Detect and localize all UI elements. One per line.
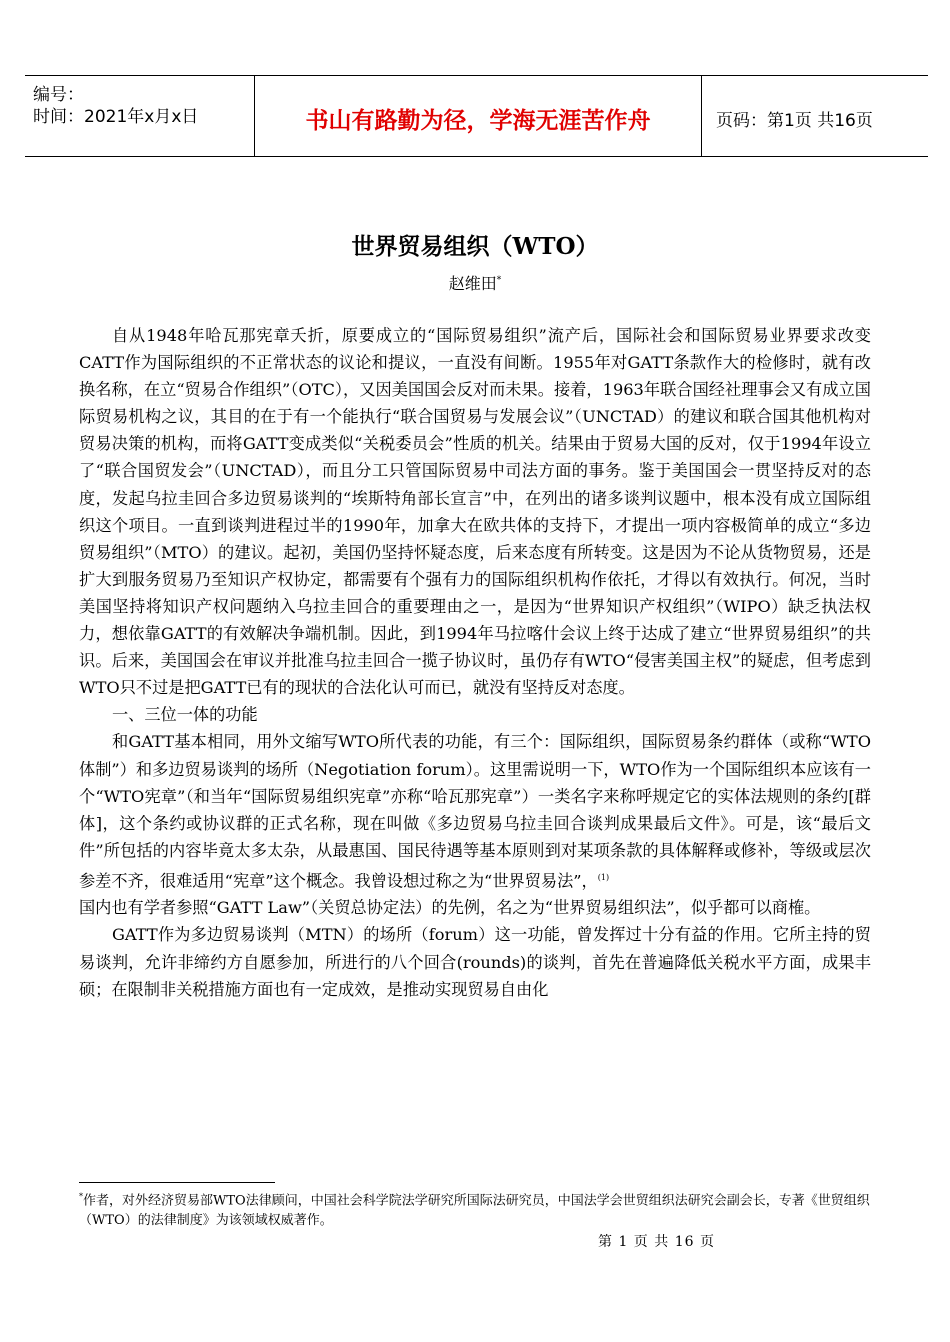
footnote-mark: * — [79, 1192, 83, 1201]
document-time-label: 时间：2021年x月x日 — [33, 107, 199, 127]
paragraph-continuation: 国内也有学者参照“GATT Law”（关贸总协定法）的先例，名之为“世界贸易组织法”，似乎都可以商榷。 — [79, 898, 821, 918]
article-author — [0, 271, 950, 294]
paragraph: GATT作为多边贸易谈判（MTN）的场所（forum）这一功能，曾发挥过十分有益的作用。它所主持的贸易谈判，允许非缔约方自愿参加，所进行的八个回合(rounds)的谈判，首先在普遍降低关税水平方面，成果丰硕；在限制非关税措施方面也有一定成效，是推动实现贸易自由化 — [79, 925, 871, 999]
article-body — [79, 322, 871, 1003]
footnote — [79, 1187, 874, 1231]
author-name: 赵维田 — [448, 274, 497, 293]
footnote-separator — [79, 1182, 275, 1183]
header-page-cell — [702, 76, 928, 156]
document-number-label: 编号： — [33, 85, 84, 105]
paragraph: 自从1948年哈瓦那宪章夭折，原要成立的“国际贸易组织”流产后，国际社会和国际贸易业界要求改变CATT作为国际组织的不正常状态的议论和提议，一直没有间断。1955年对GATT条款作大的检修时，就有改换名称，在立“贸易合作组织”（OTC），又因美国国会反对而未果。接着，1963年联合国经社理事会又有成立国际贸易机构之议，其目的在于有一个能执行“联合国贸易与发展会议”（UNCTAD）的建议和联合国其他机构对贸易决策的机构，而将GATT变成类似“关税委员会”性质的机关。结果由于贸易大国的反对，仅于1994年设立了“联合国贸发会”（UNCTAD），而且分工只管国际贸易中司法方面的事务。鉴于美国国会一贯坚持反对的态度，发起乌拉圭回合多边贸易谈判的“埃斯特角部长宣言”中，在列出的诸多谈判议题中，根本没有成立国际组织这个项目。一直到谈判进程过半的1990年，加拿大在欧共体的支持下，才提出一项内容极简单的成立“多边贸易组织”（MTO）的建议。起初，美国仍坚持怀疑态度，后来态度有所转变。这是因为不论从货物贸易，还是扩大到服务贸易乃至知识产权协定，都需要有个强有力的国际组织机构作依托，才得以有效执行。何况，当时美国坚持将知识产权问题纳入乌拉圭回合的重要理由之一，是因为“世界知识产权组织”（WIPO）缺乏执法权力，想依靠GATT的有效解决争端机制。因此，到1994年马拉喀什会议上终于达成了建立“世界贸易组织”的共识。后来，美国国会在审议并批准乌拉圭回合一揽子协议时，虽仍存有WTO“侵害美国主权”的疑虑，但考虑到WTO只不过是把GATT已有的现状的合法化认可而已，就没有坚持反对态度。 — [79, 326, 871, 698]
section-heading: 一、三位一体的功能 — [112, 705, 258, 725]
header-table — [25, 75, 928, 157]
header-info-cell — [25, 76, 254, 156]
paragraph — [79, 728, 871, 894]
paragraph-text: 和GATT基本相同，用外文缩写WTO所代表的功能，有三个：国际组织，国际贸易条约群体（或称“WTO体制”）和多边贸易谈判的场所（Negotiation forum）。这里需说明一下，WTO作为一个国际组织本应该有一个“WTO宪章”（和当年“国际贸易组织宪章”亦称“哈瓦那宪章”）一类名字来称呼规定它的实体法规则的条约[群体]，这个条约或协议群的正式名称，现在叫做《多边贸易乌拉圭回合谈判成果最后文件》。可是，该“最后文件”所包括的内容毕竟太多太杂，从最惠国、国民待遇等基本原则到对某项条款的具体解释或修补，等级或层次参差不齐，很难适用“宪章”这个概念。我曾设想过称之为“世界贸易法”， — [79, 732, 871, 891]
footnote-text: 作者，对外经济贸易部WTO法律顾问，中国社会科学院法学研究所国际法研究员，中国法学会世贸组织法研究会副会长，专著《世贸组织（WTO）的法律制度》为该领域权威著作。 — [79, 1193, 870, 1229]
author-footnote-mark: * — [496, 275, 502, 286]
motto-text: 书山有路勤为径，学海无涯苦作舟 — [305, 108, 651, 134]
article-title: 世界贸易组织（WTO） — [351, 233, 599, 260]
page-footer: 第 1 页 共 16 页 — [598, 1234, 715, 1250]
header-motto-cell — [254, 76, 702, 156]
note-reference: (1) — [597, 872, 610, 882]
header-page-label: 页码：第1页 共16页 — [716, 111, 873, 131]
